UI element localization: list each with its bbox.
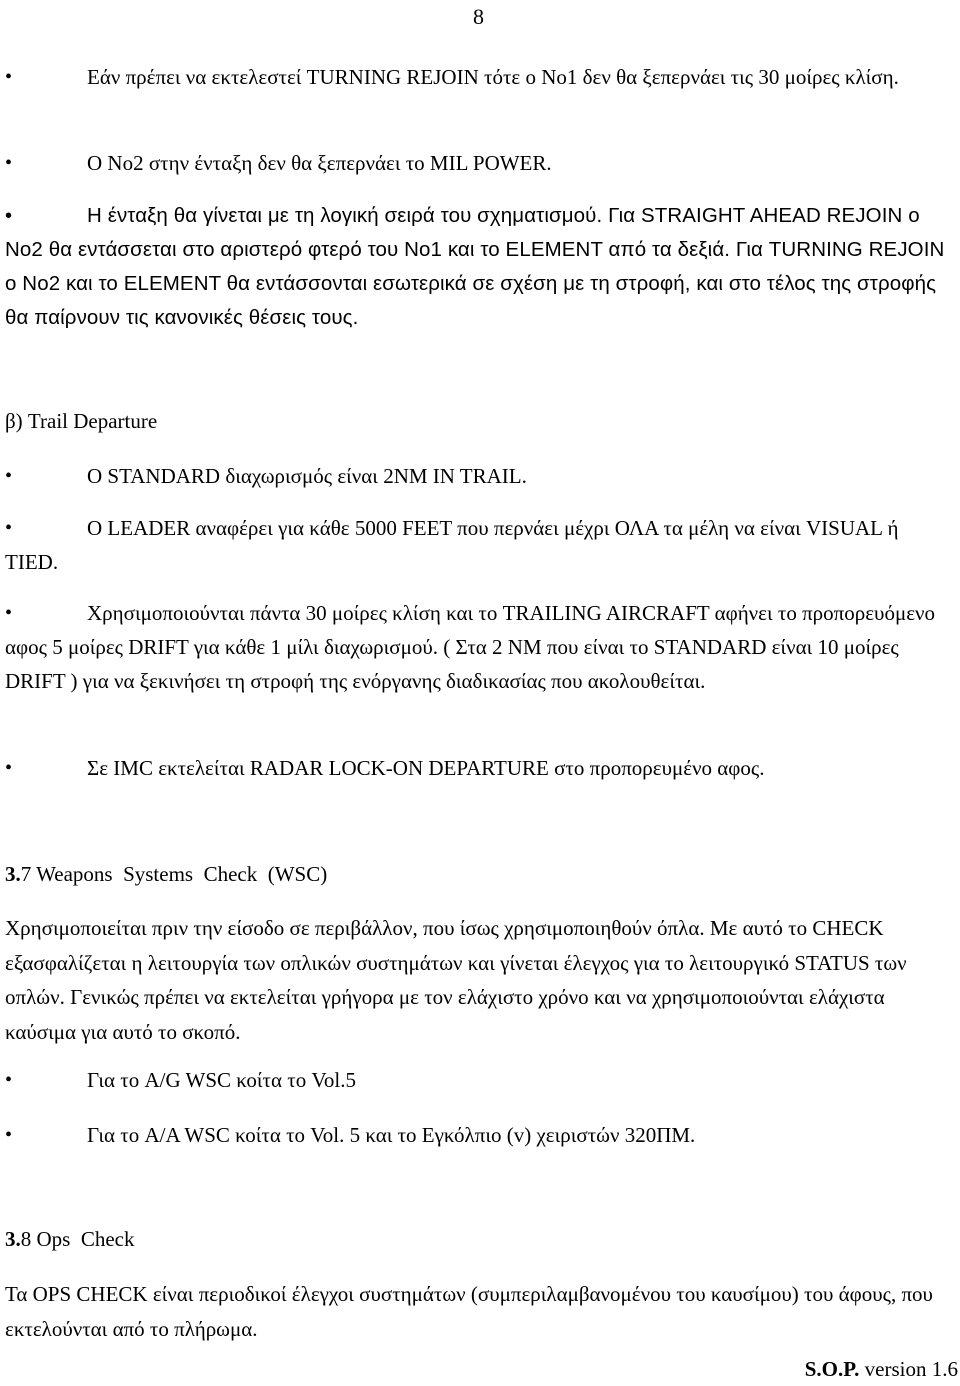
list-item	[5, 60, 950, 94]
section-heading-ops-check	[5, 1222, 135, 1256]
list-item	[5, 751, 950, 785]
section-number-rest: 8	[20, 1227, 32, 1251]
ops-paragraph: Τα OPS CHECK είναι περιοδικοί έλεγχοι συστημάτων (συμπεριλαμβανομένου του καυσίμου) του άφους, που εκτελούνται από το πλήρωμα.	[5, 1282, 933, 1341]
list-item-text: Ο LEADER αναφέρει για κάθε 5000 FEET που περνάει μέχρι ΟΛΑ τα μέλη να είναι VISUAL ή TIED.	[5, 516, 899, 574]
section-title: Ops Check	[31, 1227, 135, 1251]
list-item	[5, 596, 950, 698]
bullet-icon: •	[5, 152, 13, 174]
list-item-text: Για το A/G WSC κοίτα το Vol.5	[87, 1068, 356, 1092]
section-title: Weapons Systems Check (WSC)	[31, 862, 328, 886]
section-number: 3.	[5, 862, 21, 886]
bullet-icon: •	[5, 66, 13, 88]
list-item-text: Ο STANDARD διαχωρισμός είναι 2NM IN TRAIL.	[87, 464, 527, 488]
list-item-text: Η ένταξη θα γίνεται με τη λογική σειρά του σχηματισμού. Για STRAIGHT AHEAD REJOIN ο No2 θα εντάσσεται στο αριστερό φτερό του No1 και το ELEMENT από τα δεξιά. Για TURNING REJOIN ο No2 και το ELEMENT θα εντάσσονται εσωτερικά σε σχέση με τη στροφή, και στο τέλος της στροφής θα παίρνουν τις κανονικές θέσεις τους.	[5, 204, 945, 329]
footer-version-text: version 1.6	[859, 1357, 958, 1381]
bullet-icon: •	[5, 1069, 13, 1091]
section-heading-trail-departure: β) Trail Departure	[5, 409, 158, 433]
list-item	[5, 511, 950, 579]
list-item	[5, 1118, 950, 1152]
page-number: 8	[473, 4, 484, 29]
list-item	[5, 1063, 950, 1097]
list-item-text: Χρησιμοποιούνται πάντα 30 μοίρες κλίση και το TRAILING AIRCRAFT αφήνει το προπορευόμενο αφος 5 μοίρες DRIFT για κάθε 1 μίλι διαχωρισμού. ( Στα 2 NM που είναι το STANDARD είναι 10 μοίρες DRIFT ) για να ξεκινήσει τη στροφή της ενόργανης διαδικασίας που ακολουθείται.	[5, 601, 936, 693]
bullet-icon: •	[5, 517, 13, 539]
bullet-icon: •	[5, 602, 13, 624]
bullet-icon: •	[5, 1124, 13, 1146]
list-item	[5, 146, 950, 180]
bullet-icon: •	[5, 465, 13, 487]
section-heading-wsc	[5, 857, 327, 891]
list-item-text: Ο No2 στην ένταξη δεν θα ξεπερνάει το MIL POWER.	[87, 151, 552, 175]
section-number: 3.	[5, 1227, 21, 1251]
footer-version	[805, 1352, 958, 1386]
bullet-icon: •	[5, 205, 13, 227]
list-item	[5, 199, 950, 335]
list-item-text: Σε IMC εκτελείται RADAR LOCK-ON DEPARTURE στο προπορευμένο αφος.	[87, 756, 765, 780]
section-number-rest: 7	[20, 862, 32, 886]
footer-sop: S.O.P.	[804, 1357, 860, 1381]
list-item	[5, 459, 950, 493]
list-item-text: Εάν πρέπει να εκτελεστεί TURNING REJOIN τότε ο No1 δεν θα ξεπερνάει τις 30 μοίρες κλίση.	[87, 65, 899, 89]
bullet-icon: •	[5, 757, 13, 779]
wsc-paragraph: Χρησιμοποιείται πριν την είσοδο σε περιβάλλον, που ίσως χρησιμοποιηθούν όπλα. Με αυτό το CHECK εξασφαλίζεται η λειτουργία των οπλικών συστημάτων και γίνεται έλεγχος για το λειτουργικό STATUS των οπλών. Γενικώς πρέπει να εκτελείται γρήγορα με τον ελάχιστο χρόνο και να χρησιμοποιούνται ελάχιστα καύσιμα για αυτό το σκοπό.	[5, 916, 907, 1044]
list-item-text: Για το A/A WSC κοίτα το Vol. 5 και το Εγκόλπιο (v) χειριστών 320ΠΜ.	[87, 1123, 696, 1147]
